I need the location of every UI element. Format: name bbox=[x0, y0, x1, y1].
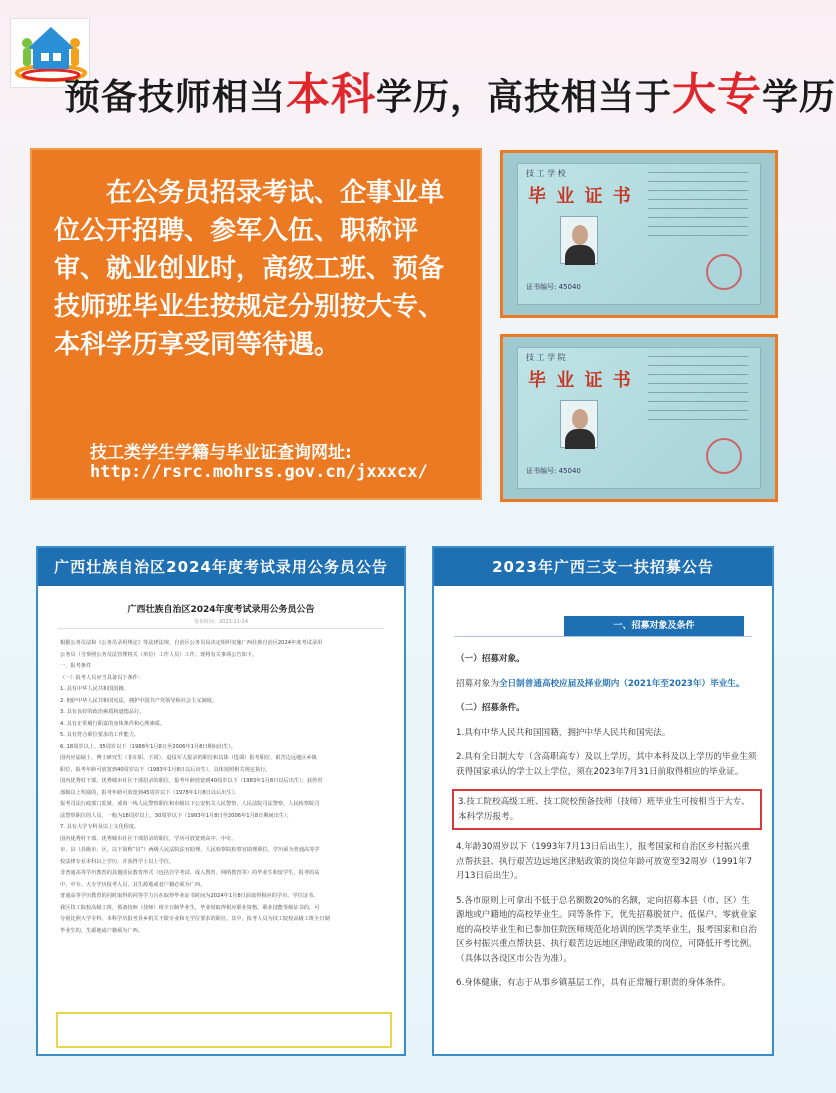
condition-item: 4.年龄30周岁以下（1993年7月13日后出生），报考国家和自治区乡村振兴重点帮扶县、执行艰苦边远地区津贴政策的岗位年龄可放宽至32周岁（1991年7月13日后出生）。 bbox=[456, 842, 753, 881]
doc-line: 国内应届硕士、博士研究生（非在职、下同），退役军人报录的职位和具体（选调）报考职位，艰苦边远地区乡镇 bbox=[60, 755, 317, 761]
doc-line: 部级以上奖励的，报考年龄可放宽到45周岁以下（1978年1月8日以后出生）。 bbox=[60, 789, 240, 796]
target-statement bbox=[456, 677, 758, 692]
query-url-link[interactable]: http://rsrc.mohrss.gov.cn/jxxxcx/ bbox=[90, 462, 428, 482]
headline bbox=[64, 58, 836, 128]
info-box bbox=[30, 148, 482, 500]
certificate-image bbox=[500, 334, 778, 502]
doc-line: 我区技工院校高级工班、预备技师（技师）班全日制毕业生，毕业时取得相应职业资格、职业技能等级证书的，可 bbox=[60, 904, 320, 911]
doc-line: 5. 具有符合职位要求的工作能力。 bbox=[60, 732, 140, 738]
certificate-school: 技 工 学 院 bbox=[526, 353, 566, 362]
condition-item-highlighted: 3.技工院校高级工班、技工院校预备技师（技师）班毕业生可按相当于大专、本科学历报考。 bbox=[452, 789, 762, 830]
doc-line: 市、县（县级市、区，以下简称“县”）两级人民法院法官助理、人民检察院检察官助理职位，学历须为普通高等学 bbox=[60, 847, 320, 853]
doc-line: 校法律专业本科以上学历，并获得学士以上学位。 bbox=[60, 858, 175, 865]
seal-icon bbox=[706, 438, 742, 474]
equivalence-statement: 在公务员招录考试、企事业单位公开招聘、参军入伍、职称评审、就业创业时，高级工班、预备技师班毕业生按规定分别按大专、本科学历享受同等待遇。 bbox=[54, 178, 445, 360]
document-meta: 发布时间：2023-11-14 bbox=[193, 619, 249, 625]
document-body bbox=[60, 638, 386, 937]
doc-line: 毕业生的，生源地或户籍须为广西。 bbox=[60, 927, 144, 934]
doc-line: （一）报考人员应当具备以下条件： bbox=[60, 674, 144, 681]
headline-part: 学历 bbox=[762, 76, 836, 118]
condition-item: 5.各市原则上可拿出不低于总名额数20%的名额，定向招募本县（市、区）生源地或户籍地的高校毕业生。同等条件下，优先招募脱贫户、低保户、零就业家庭的高校毕业生和已参加住院医师规范化培训的医学类毕业生，报考国家和自治区乡村振兴重点帮扶县、执行艰苦边远地区津贴政策的岗位，可降低开考比例。（具体以各设区市公告为准）。 bbox=[456, 895, 757, 964]
headline-part: 学历，高技相当于 bbox=[376, 76, 673, 118]
notice-content bbox=[456, 652, 758, 1001]
certificate-text-lines bbox=[648, 356, 748, 428]
student-photo bbox=[560, 216, 598, 264]
doc-line: 2. 拥护中华人民共和国宪法，拥护中国共产党领导和社会主义制度。 bbox=[60, 697, 218, 704]
doc-line: 分别比照大学专科、本科学历报考县乡机关不限专业和无学位要求的职位。其中，报考人员为技工院校高级工班全日制 bbox=[60, 916, 330, 922]
certificate-text-lines bbox=[648, 172, 748, 244]
condition-item: 2.具有全日制大专（含高职高专）及以上学历，其中本科及以上学历的毕业生须获得国家承认的学士以上学位，须在2023年7月31日前取得相应的毕业证。 bbox=[456, 752, 757, 777]
panel-header: 广西壮族自治区2024年度考试录用公务员公告 bbox=[38, 548, 404, 586]
doc-line: 1. 具有中华人民共和国国籍。 bbox=[60, 686, 129, 692]
document-title: 广西壮族自治区2024年度考试录用公务员公告 bbox=[127, 605, 315, 615]
doc-line: 国内优秀村干部、优秀城市社区干部招录的职位，报考年龄放宽到40周岁以下（1983年1月8日以后出生）；获得省 bbox=[60, 778, 323, 784]
doc-line: 职位，报考年龄可放宽到40周岁以下（1983年1月8日以后出生），具体按照相关规定执行。 bbox=[60, 766, 271, 773]
section-tab: 一、招募对象及条件 bbox=[564, 616, 744, 636]
headline-highlight-bachelor: 本科 bbox=[286, 69, 377, 120]
doc-line: 根据公务员法和《公务员录用规定》等法律法规，自治区公务员局决定组织实施广西壮族自治区2024年度考试录用 bbox=[60, 640, 323, 646]
certificate-serial: 证书编号: 45040 bbox=[526, 467, 581, 475]
certificate-serial: 证书编号: 45040 bbox=[526, 283, 581, 291]
doc-line: 国内优秀村干部、优秀城市社区干部招录的职位，学历可放宽到高中、中专。 bbox=[60, 835, 237, 842]
highlight-box bbox=[56, 1012, 392, 1048]
doc-line: 7. 具有大学专科及以上文化程度。 bbox=[60, 824, 140, 830]
civil-servant-notice-panel bbox=[36, 546, 406, 1056]
headline-part: 预备技师相当 bbox=[64, 76, 287, 118]
doc-line: 4. 具有正常履行职责的身体条件和心理素质。 bbox=[60, 720, 166, 727]
headline-highlight-college: 大专 bbox=[672, 69, 763, 120]
sanzhiyifu-notice-panel bbox=[432, 546, 774, 1056]
query-label: 技工类学生学籍与毕业证查询网址: bbox=[90, 443, 352, 463]
target-highlight: 全日制普通高校应届及择业期内（2021年至2023年）毕业生。 bbox=[498, 678, 745, 689]
subsection-heading: （一）招募对象。 bbox=[456, 654, 525, 664]
doc-line: 报考司法行政部门监狱、戒毒一线人民警察职位和市级以下公安机关人民警察、人民法院司法警察、人民检察院司 bbox=[60, 801, 320, 807]
certificate-title: 毕 业 证 书 bbox=[528, 186, 633, 207]
doc-line: 非普通高等学历教育的其他国民教育形式（包括自学考试、成人教育、网络教育等）的毕业生和留学生，报考的高 bbox=[60, 870, 320, 876]
doc-line: 公务员（含参照公务员法管理机关（单位）工作人员）工作。现将有关事项公告如下。 bbox=[60, 651, 258, 658]
certificate-school: 技 工 学 校 bbox=[526, 169, 566, 178]
student-photo bbox=[560, 400, 598, 448]
panel-header: 2023年广西三支一扶招募公告 bbox=[434, 548, 772, 586]
doc-line: 法警察职位的人员，一般为18周岁以上、30周岁以下（1993年1月8日至2006年1月8日期间出生）； bbox=[60, 812, 292, 819]
doc-line: 一、报考条件 bbox=[60, 663, 92, 669]
divider bbox=[454, 636, 752, 637]
divider bbox=[58, 628, 384, 629]
doc-line: 6. 18周岁以上、35周岁以下（1988年1月8日至2006年1月8日期间出生）。 bbox=[60, 743, 237, 750]
doc-line: 中、中专、大专学历报考人员，其生源地或者户籍必须为广西。 bbox=[60, 881, 206, 888]
certificate-title: 毕 业 证 书 bbox=[528, 370, 633, 391]
subsection-heading: （二）招募条件。 bbox=[456, 703, 525, 713]
doc-line: 3. 具有良好的政治素质和道德品行。 bbox=[60, 709, 145, 715]
seal-icon bbox=[706, 254, 742, 290]
target-prefix: 招募对象为 bbox=[456, 678, 499, 689]
certificate-image bbox=[500, 150, 778, 318]
condition-item: 1.具有中华人民共和国国籍，拥护中华人民共和国宪法。 bbox=[456, 727, 671, 738]
condition-item: 6.身体健康，有志于从事乡镇基层工作，具有正常履行职责的身体条件。 bbox=[456, 978, 731, 988]
doc-line: 普通高等学历教育的同时取得的同等学力且在取得毕业证书时间为2024年1月8日前取得相应的学历、学位证书。 bbox=[60, 893, 319, 899]
